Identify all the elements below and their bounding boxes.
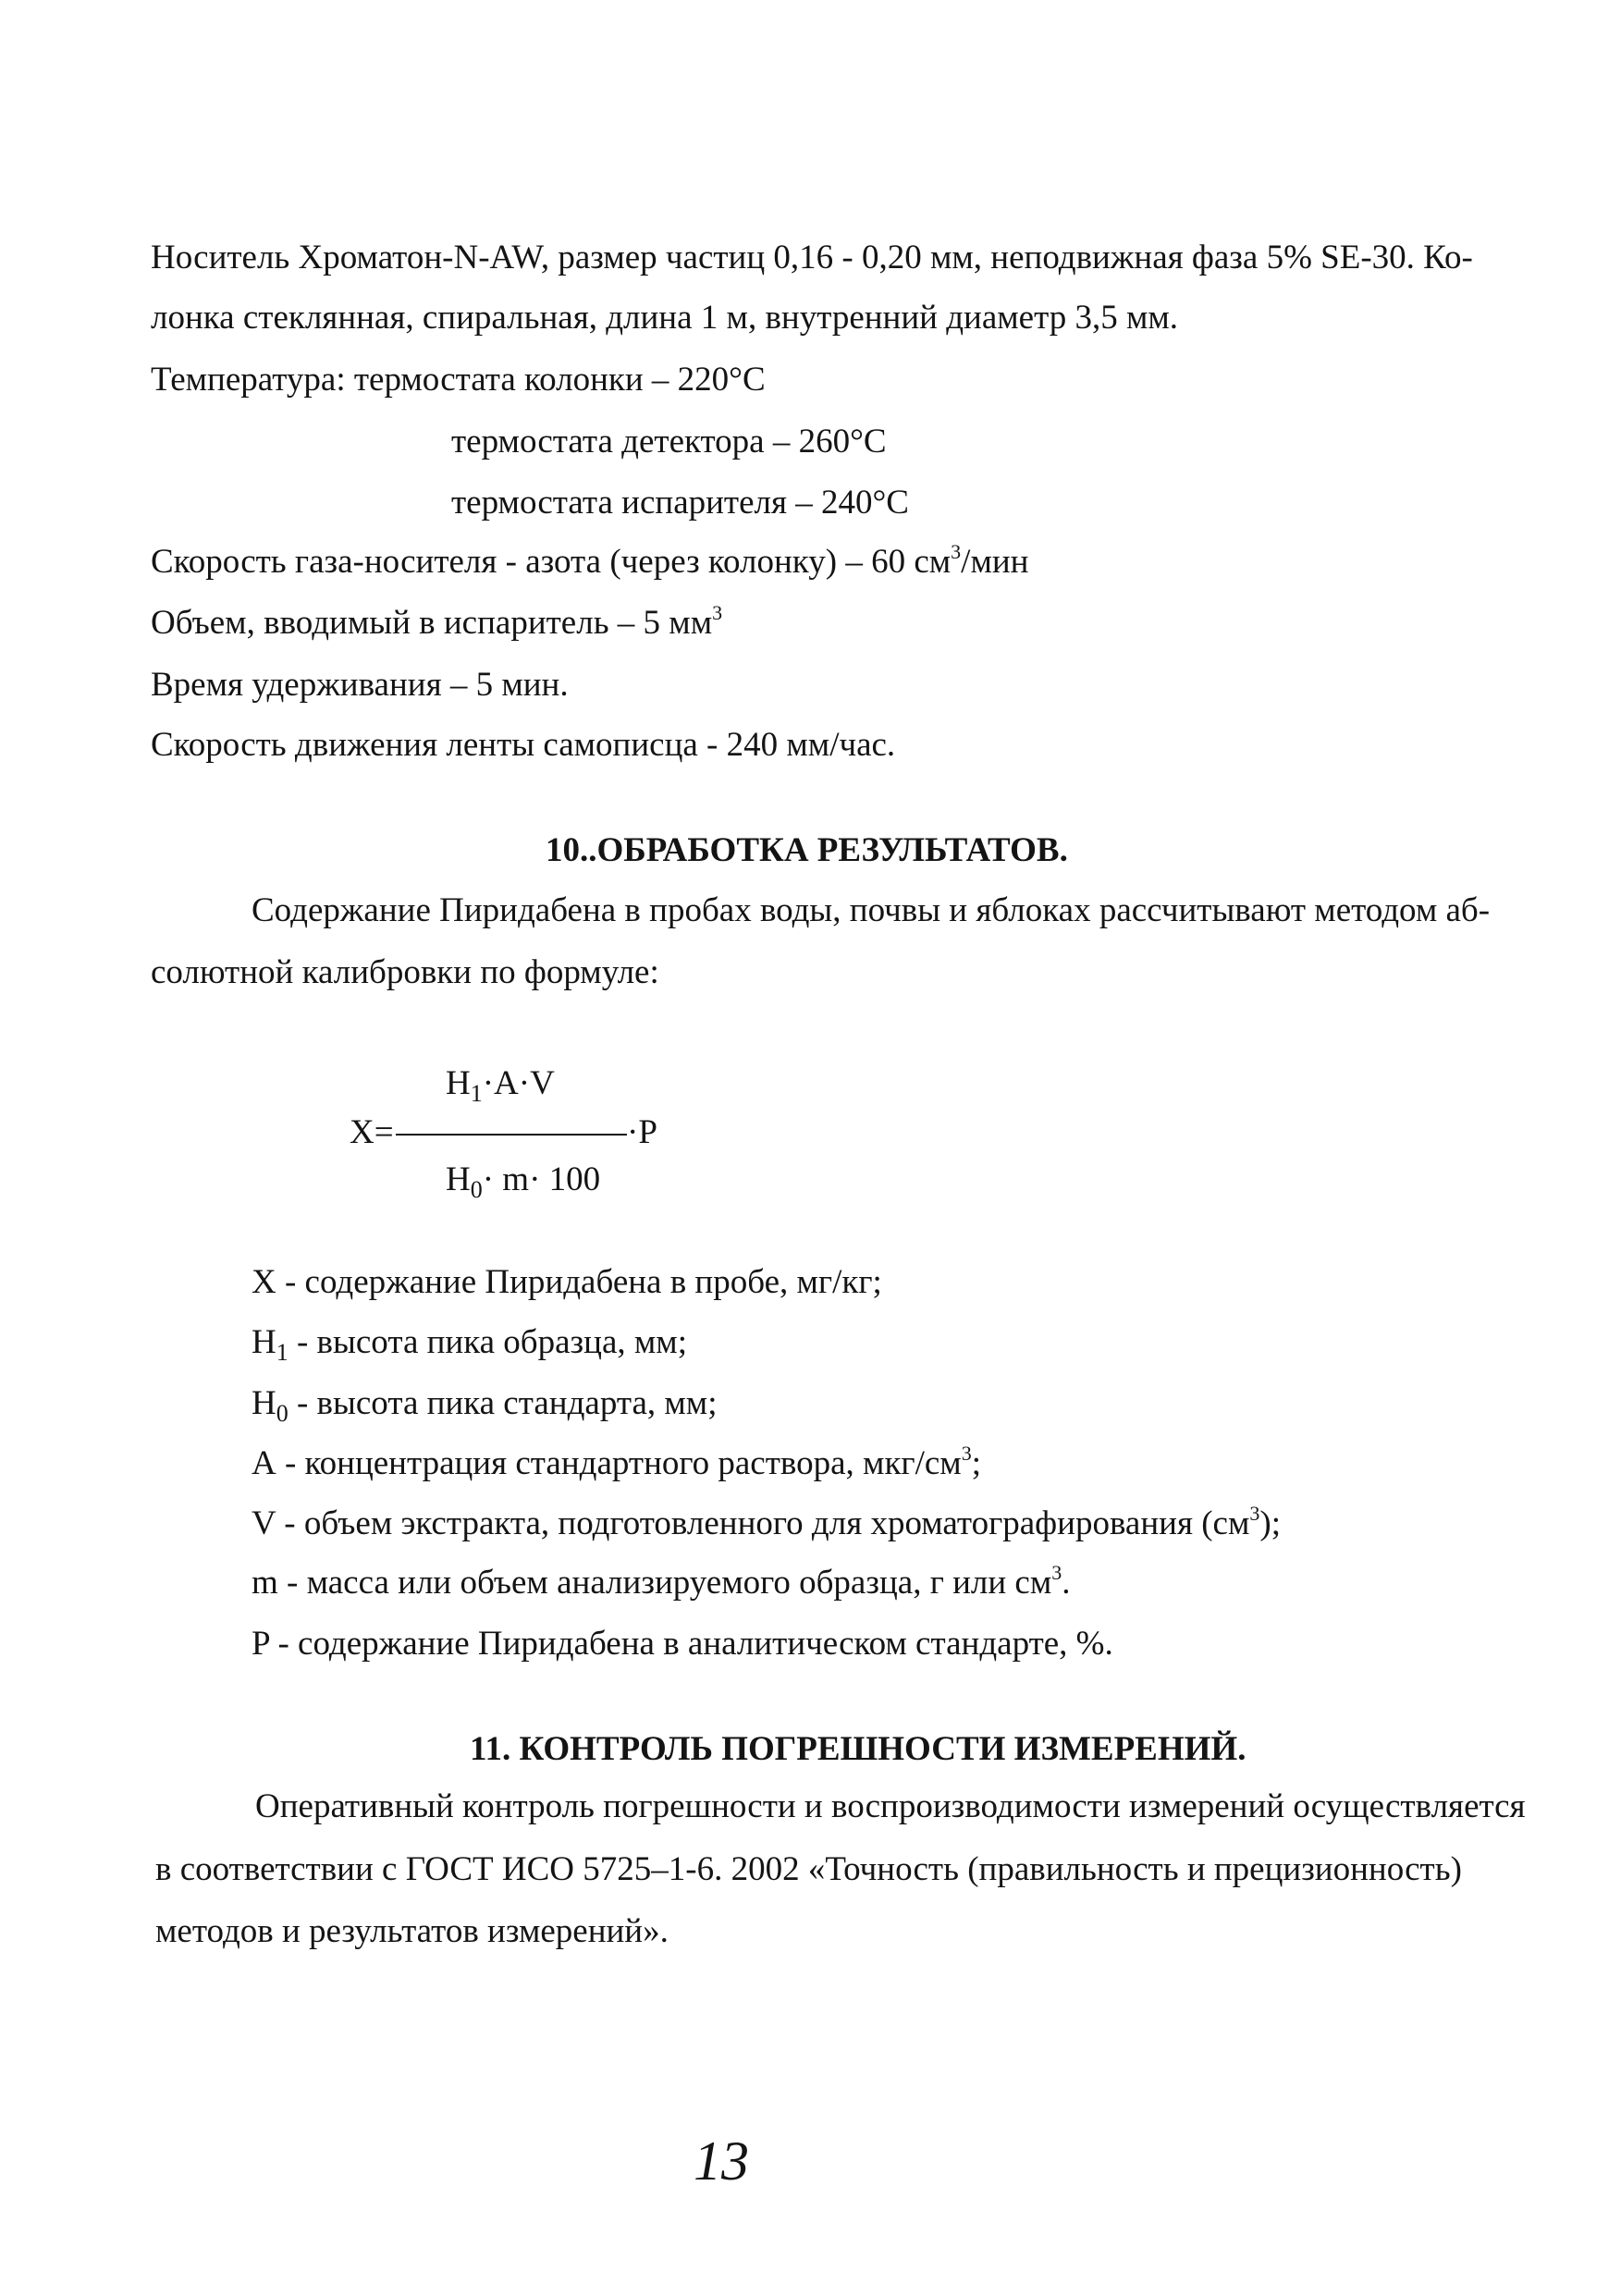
tape-speed: Скорость движения ленты самописца - 240 мм/час. (151, 726, 896, 764)
injected-volume-text: Объем, вводимый в испаритель – 5 мм (151, 604, 713, 642)
carrier-line-2: лонка стеклянная, спиральная, длина 1 м, внутренний диаметр 3,5 мм. (151, 299, 1179, 337)
temperature-evaporator: термостата испарителя – 240°С (451, 484, 909, 522)
formula-fraction-bar (396, 1134, 627, 1136)
legend-p: P - содержание Пиридабена в аналитическом стандарте, %. (252, 1625, 1113, 1663)
legend-m-end: . (1062, 1564, 1071, 1602)
section-11-line-2 (155, 1849, 1462, 1890)
formula-denominator-h: H (446, 1160, 471, 1198)
section-10-intro-line-2: солютной калибровки по формуле: (151, 953, 659, 991)
formula-numerator-rest: ·A·V (482, 1064, 555, 1102)
legend-v-end: ); (1259, 1504, 1281, 1542)
legend-a-end: ; (971, 1444, 981, 1482)
formula-denominator-rest: · m· 100 (482, 1160, 601, 1198)
legend-v-sup: 3 (1249, 1502, 1260, 1525)
section-10-intro-line-1 (252, 890, 1491, 931)
temperature-detector: термостата детектора – 260°С (451, 423, 887, 460)
formula-lhs: X= (350, 1113, 394, 1151)
formula-denominator-h-sub: 0 (470, 1176, 483, 1203)
gas-speed (151, 542, 1028, 583)
gas-speed-sup: 3 (951, 540, 962, 563)
page-number: 13 (694, 2130, 749, 2192)
legend-h0 (252, 1383, 718, 1427)
legend-m-sup: 3 (1051, 1561, 1062, 1584)
injected-volume (151, 603, 722, 644)
legend-x: X - содержание Пиридабена в пробе, мг/кг; (252, 1263, 882, 1301)
legend-h0-symbol: H (252, 1384, 276, 1422)
carrier-line-1-text: Носитель Хроматон-N-AW, размер частиц 0,16 - 0,20 мм, неподвижная фаза 5% SE-30. Ко- (151, 239, 1473, 276)
formula-rhs: ·P (627, 1113, 657, 1151)
section-10-heading: 10..ОБРАБОТКА РЕЗУЛЬТАТОВ. (546, 831, 1068, 869)
injected-volume-sup: 3 (712, 601, 723, 624)
legend-v-text: V - объем экстракта, подготовленного для хроматографирования (см (252, 1504, 1250, 1542)
formula-numerator-h-sub: 1 (470, 1080, 483, 1107)
section-11-line-3: методов и результатов измерений». (155, 1912, 669, 1950)
temperature-column: Температура: термостата колонки – 220°С (151, 361, 766, 399)
legend-a (252, 1443, 981, 1484)
section-11-line-1 (255, 1786, 1526, 1827)
legend-h0-text: - высота пика стандарта, мм; (288, 1384, 718, 1422)
carrier-line-1 (151, 238, 1473, 278)
section-10-intro-line-1-text: Содержание Пиридабена в пробах воды, почвы и яблоках рассчитывают методом аб- (252, 891, 1491, 929)
section-11-heading: 11. КОНТРОЛЬ ПОГРЕШНОСТИ ИЗМЕРЕНИЙ. (470, 1730, 1246, 1768)
legend-a-text: А - концентрация стандартного раствора, мкг/см (252, 1444, 962, 1482)
legend-h1 (252, 1322, 687, 1366)
formula-denominator (446, 1160, 601, 1203)
legend-m-text: m - масса или объем анализируемого образца, г или см (252, 1564, 1052, 1602)
legend-a-sup: 3 (961, 1442, 972, 1465)
section-11-line-1-text: Оперативный контроль погрешности и воспроизводимости измерений осуществляется (255, 1787, 1526, 1825)
legend-v (252, 1504, 1281, 1544)
legend-h1-text: - высота пика образца, мм; (288, 1323, 687, 1361)
section-11-line-2-text: в соответствии с ГОСТ ИСО 5725–1-6. 2002 «Точность (правильность и прецизионность) (155, 1850, 1462, 1888)
retention-time: Время удерживания – 5 мин. (151, 666, 569, 704)
formula-numerator (446, 1063, 555, 1107)
legend-h1-sub: 1 (276, 1339, 289, 1366)
gas-speed-text: Скорость газа-носителя - азота (через колонку) – 60 см (151, 543, 952, 581)
legend-m (252, 1563, 1071, 1603)
legend-h1-symbol: H (252, 1323, 276, 1361)
formula-numerator-h: H (446, 1064, 471, 1102)
legend-h0-sub: 0 (276, 1400, 289, 1427)
gas-speed-unit: /мин (961, 543, 1029, 581)
